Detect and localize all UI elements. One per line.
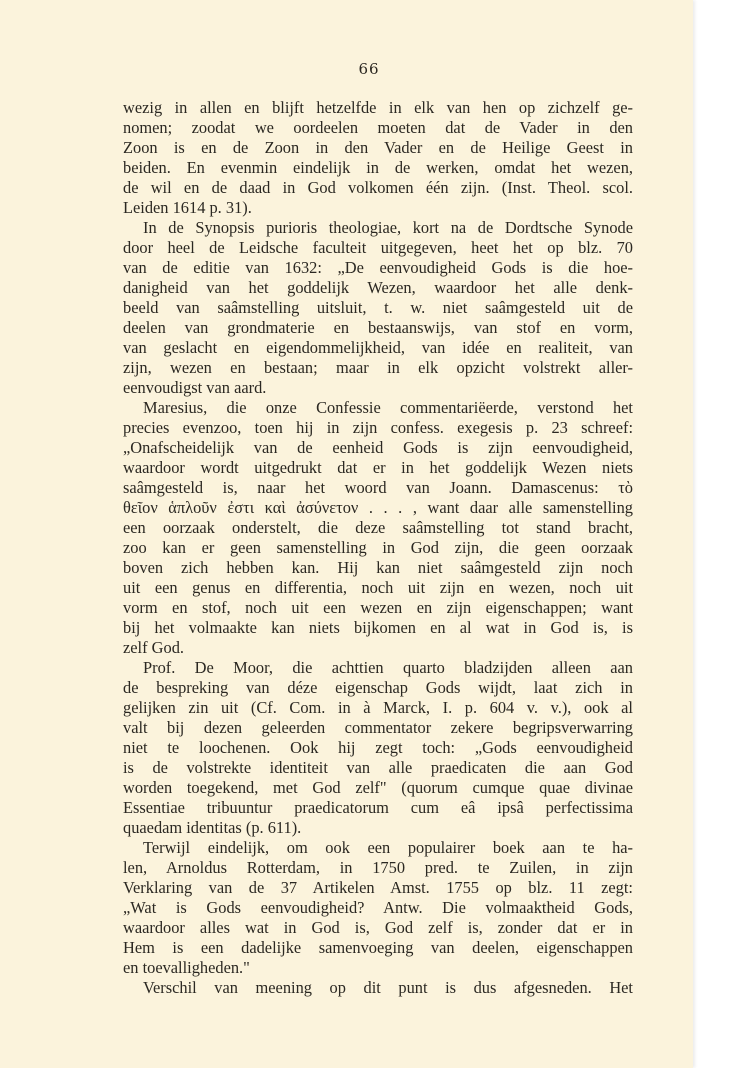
text-line: „Wat is Gods eenvoudigheid? Antw. Die volmaaktheid Gods, (123, 898, 633, 917)
text-line: van geslacht en eigendommelijkheid, van idée en realiteit, van (123, 338, 633, 357)
text-line: Terwijl eindelijk, om ook een populairer boek aan te ha- (143, 838, 633, 857)
body-text (123, 98, 633, 998)
text-line: boven zich hebben kan. Hij kan niet saâmgesteld zijn noch (123, 558, 633, 577)
text-line: beiden. En evenmin eindelijk in de werken, omdat het wezen, (123, 158, 633, 177)
text-line: „Onafscheidelijk van de eenheid Gods is zijn eenvoudigheid, (123, 438, 633, 457)
text-line: θεῖον ἁπλοῦν ἐστι καὶ ἀσύνετον . . . , want daar alle samenstelling (123, 498, 633, 517)
text-line: waardoor alles wat in God is, God zelf is, zonder dat er in (123, 918, 633, 937)
text-line: eenvoudigst van aard. (123, 378, 267, 397)
text-line: een oorzaak onderstelt, die deze saâmstelling tot stand bracht, (123, 518, 633, 537)
text-line: Prof. De Moor, die achttien quarto bladzijden alleen aan (143, 658, 633, 677)
text-line: zijn, wezen en bestaan; maar in elk opzicht volstrekt aller- (123, 358, 633, 377)
text-line: gelijken zin uit (Cf. Com. in à Marck, I. p. 604 v. v.), ook al (123, 698, 633, 717)
text-line: Leiden 1614 p. 31). (123, 198, 252, 217)
text-line: deelen van grondmaterie en bestaanswijs, van stof en vorm, (123, 318, 633, 337)
text-line: is de volstrekte identiteit van alle praedicaten die aan God (123, 758, 633, 777)
text-line: de bespreking van déze eigenschap Gods wijdt, laat zich in (123, 678, 633, 697)
text-line: In de Synopsis purioris theologiae, kort na de Dordtsche Synode (143, 218, 633, 237)
text-line: beeld van saâmstelling uitsluit, t. w. niet saâmgesteld uit de (123, 298, 633, 317)
text-line: waardoor wordt uitgedrukt dat er in het goddelijk Wezen niets (123, 458, 633, 477)
text-line: nomen; zoodat we oordeelen moeten dat de Vader in den (123, 118, 633, 137)
text-line: Maresius, die onze Confessie commentariëerde, verstond het (143, 398, 633, 417)
text-line: Zoon is en de Zoon in den Vader en de Heilige Geest in (123, 138, 633, 157)
text-line: valt bij dezen geleerden commentator zekere begripsverwarring (123, 718, 633, 737)
text-line: Verschil van meening op dit punt is dus afgesneden. Het (143, 978, 633, 997)
text-line: Verklaring van de 37 Artikelen Amst. 1755 op blz. 11 zegt: (123, 878, 633, 897)
text-line: danigheid van het goddelijk Wezen, waardoor het alle denk- (123, 278, 633, 297)
page-number: 66 (358, 60, 380, 78)
text-line: saâmgesteld is, naar het woord van Joann. Damascenus: τὸ (123, 478, 633, 497)
text-line: quaedam identitas (p. 611). (123, 818, 302, 837)
text-line: niet te loochenen. Ook hij zegt toch: „Gods eenvoudigheid (123, 738, 633, 757)
text-line: worden toegekend, met God zelf" (quorum cumque quae divinae (123, 778, 633, 797)
text-line: van de editie van 1632: „De eenvoudigheid Gods is die hoe- (123, 258, 633, 277)
text-line: zoo kan er geen samenstelling in God zijn, die geen oorzaak (123, 538, 633, 557)
text-line: en toevalligheden." (123, 958, 250, 977)
text-line: wezig in allen en blijft hetzelfde in elk van hen op zichzelf ge- (123, 98, 633, 117)
text-line: vorm en stof, noch uit een wezen en zijn eigenschappen; want (123, 598, 633, 617)
text-line: bij het volmaakte kan niets bijkomen en al wat in God is, is (123, 618, 633, 637)
text-line: len, Arnoldus Rotterdam, in 1750 pred. te Zuilen, in zijn (123, 858, 633, 877)
text-line: door heel de Leidsche faculteit uitgegeven, heet het op blz. 70 (123, 238, 633, 257)
text-line: Essentiae tribuuntur praedicatorum cum eâ ipsâ perfectissima (123, 798, 633, 817)
text-line: precies evenzoo, toen hij in zijn confess. exegesis p. 23 schreef: (123, 418, 633, 437)
text-line: de wil en de daad in God volkomen één zijn. (Inst. Theol. scol. (123, 178, 633, 197)
text-line: zelf God. (123, 638, 184, 657)
text-line: Hem is een dadelijke samenvoeging van deelen, eigenschappen (123, 938, 633, 957)
text-line: uit een genus en differentia, noch uit zijn en wezen, noch uit (123, 578, 633, 597)
